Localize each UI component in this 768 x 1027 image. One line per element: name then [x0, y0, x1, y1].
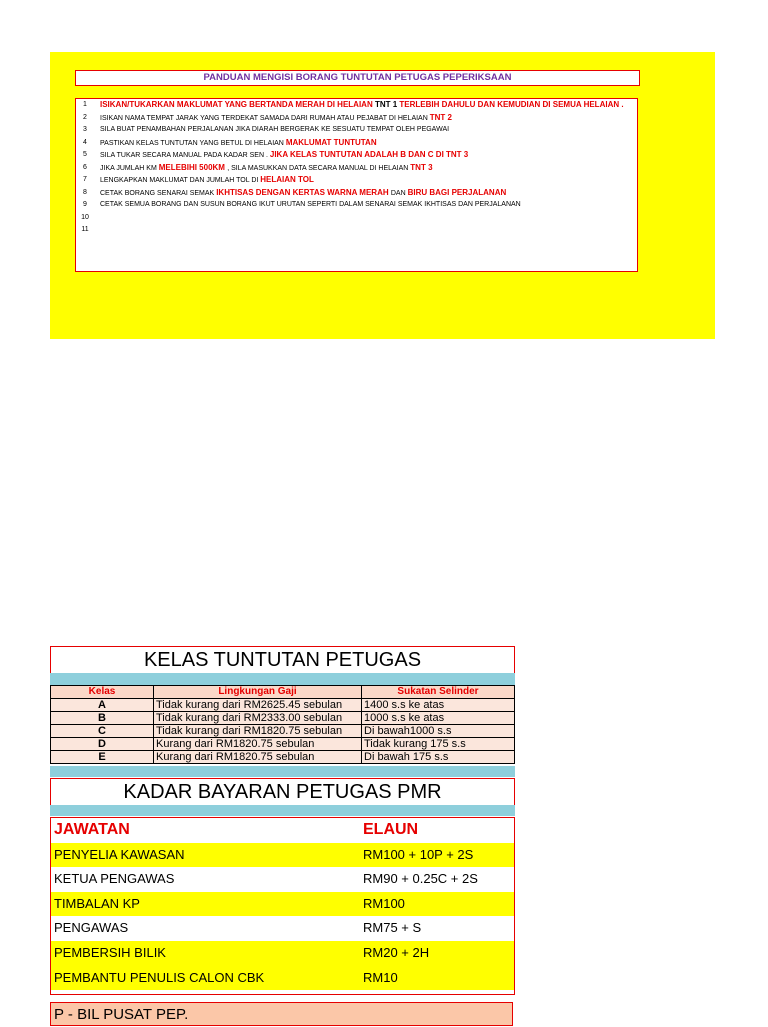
selinder-cell: 1400 s.s ke atas — [362, 699, 515, 712]
gaji-cell: Kurang dari RM1820.75 sebulan — [154, 738, 362, 751]
teal-divider — [50, 805, 515, 816]
step-number: 5 — [83, 151, 87, 158]
kelas-table — [50, 685, 515, 764]
guide-steps-list — [75, 98, 638, 272]
step-text-segment: TERLEBIH DAHULU DAN KEMUDIAN DI SEMUA HELAIAN . — [399, 100, 624, 109]
guide-step — [76, 199, 637, 212]
guide-step — [76, 112, 637, 125]
step-text-segment: BIRU BAGI PERJALANAN — [407, 187, 507, 197]
jawatan-col-header: JAWATAN — [54, 821, 130, 838]
gaji-cell: Tidak kurang dari RM2333.00 sebulan — [154, 712, 362, 725]
guide-step — [76, 187, 637, 200]
kadar-row — [51, 966, 514, 991]
step-text-segment: MAKLUMAT TUNTUTAN — [285, 137, 377, 147]
guide-step — [76, 162, 637, 175]
jawatan-cell: PENYELIA KAWASAN — [54, 846, 185, 862]
gaji-col-header: Lingkungan Gaji — [154, 686, 362, 699]
gaji-cell: Kurang dari RM1820.75 sebulan — [154, 751, 362, 764]
jawatan-cell: KETUA PENGAWAS — [54, 871, 175, 887]
step-text — [94, 149, 468, 162]
step-text — [94, 199, 521, 212]
guide-step — [76, 212, 637, 225]
step-number: 2 — [83, 113, 87, 121]
kelas-cell: B — [51, 712, 154, 725]
table-row — [51, 751, 515, 764]
step-text — [94, 99, 624, 112]
selinder-col-header: Sukatan Selinder — [362, 686, 515, 699]
selinder-cell: Di bawah 175 s.s — [362, 751, 515, 764]
kadar-row — [51, 941, 514, 966]
step-text — [94, 112, 452, 125]
step-text-segment: PASTIKAN KELAS TUNTUTAN YANG BETUL DI HELAIAN — [100, 139, 286, 147]
kadar-section-title: KADAR BAYARAN PETUGAS PMR — [50, 778, 515, 806]
guide-step — [76, 149, 637, 162]
guide-title: PANDUAN MENGISI BORANG TUNTUTAN PETUGAS PEPERIKSAAN — [75, 70, 640, 86]
step-text — [94, 212, 100, 225]
kelas-col-header: Kelas — [51, 686, 154, 699]
step-text-segment: IKHTISAS DENGAN KERTAS WARNA MERAH — [216, 187, 391, 197]
gaji-cell: Tidak kurang dari RM2625.45 sebulan — [154, 699, 362, 712]
guide-panel — [50, 52, 715, 339]
table-row — [51, 712, 515, 725]
step-text-segment: SILA BUAT PENAMBAHAN PERJALANAN JIKA DIARAH BERGERAK KE SESUATU TEMPAT OLEH PEGAWAI — [100, 126, 450, 133]
step-text-segment: MELEBIHI 500KM — [158, 162, 228, 172]
step-text-segment: HELAIAN TOL — [260, 175, 314, 184]
legend-note: P - BIL PUSAT PEP. — [50, 1002, 513, 1026]
kadar-row — [51, 867, 514, 892]
step-text-segment: TNT 3 — [410, 162, 433, 172]
step-number: 4 — [83, 138, 87, 146]
step-number: 6 — [83, 163, 87, 171]
kelas-table-header-row — [51, 686, 515, 699]
teal-divider — [50, 673, 515, 685]
step-text-segment: CETAK SEMUA BORANG DAN SUSUN BORANG IKUT URUTAN SEPERTI DALAM SENARAI SEMAK IKHTISAS DAN PERJALANAN — [100, 201, 521, 208]
step-text — [94, 124, 449, 137]
table-row — [51, 738, 515, 751]
elaun-cell: RM100 — [363, 895, 405, 911]
step-text-segment: JIKA JUMLAH KM — [100, 164, 159, 172]
teal-divider — [50, 766, 515, 777]
step-number: 11 — [81, 226, 89, 233]
step-text-segment: LENGKAPKAN MAKLUMAT DAN JUMLAH TOL DI — [100, 177, 261, 184]
elaun-col-header: ELAUN — [363, 821, 419, 838]
guide-step — [76, 99, 637, 112]
step-number: 10 — [81, 213, 89, 221]
elaun-cell: RM20 + 2H — [363, 945, 430, 960]
kadar-row — [51, 892, 514, 917]
step-text — [94, 162, 433, 175]
guide-step — [76, 124, 637, 137]
selinder-cell: 1000 s.s ke atas — [362, 712, 515, 725]
kadar-table — [50, 817, 515, 995]
step-number: 8 — [83, 188, 87, 196]
elaun-cell: RM90 + 0.25C + 2S — [363, 871, 478, 887]
jawatan-cell: TIMBALAN KP — [54, 895, 140, 911]
step-text-segment: SILA TUKAR SECARA MANUAL PADA KADAR SEN . — [100, 152, 270, 159]
kelas-cell: E — [51, 751, 154, 764]
kadar-row — [51, 843, 514, 868]
jawatan-cell: PENGAWAS — [54, 920, 129, 936]
kadar-row — [51, 916, 514, 941]
elaun-cell: RM100 + 10P + 2S — [363, 846, 474, 862]
kadar-header-row — [51, 818, 514, 843]
elaun-cell: RM75 + S — [363, 920, 422, 936]
kelas-cell: C — [51, 725, 154, 738]
step-text — [94, 137, 377, 150]
table-row — [51, 725, 515, 738]
table-row — [51, 699, 515, 712]
step-text — [94, 187, 506, 200]
selinder-cell: Di bawah1000 s.s — [362, 725, 515, 738]
gaji-cell: Tidak kurang dari RM1820.75 sebulan — [154, 725, 362, 738]
elaun-cell: RM10 — [363, 969, 398, 985]
step-text-segment: CETAK BORANG SENARAI SEMAK — [100, 189, 217, 197]
kelas-section-title: KELAS TUNTUTAN PETUGAS — [50, 646, 515, 674]
step-text-segment: , SILA MASUKKAN DATA SECARA MANUAL DI HELAIAN — [227, 164, 411, 172]
selinder-cell: Tidak kurang 175 s.s — [362, 738, 515, 751]
guide-step — [76, 224, 637, 237]
step-number: 9 — [83, 201, 87, 208]
jawatan-cell: PEMBANTU PENULIS CALON CBK — [54, 969, 265, 985]
step-text-segment: JIKA KELAS TUNTUTAN ADALAH B DAN C DI TNT 3 — [269, 150, 469, 159]
kelas-cell: A — [51, 699, 154, 712]
guide-step — [76, 174, 637, 187]
step-text-segment: TNT 2 — [429, 112, 452, 122]
step-text — [94, 224, 100, 237]
step-text-segment: DAN — [390, 189, 408, 197]
kelas-cell: D — [51, 738, 154, 751]
step-text-segment: ISIKAN/TUKARKAN MAKLUMAT YANG BERTANDA MERAH DI HELAIAN — [100, 100, 375, 109]
step-number: 3 — [83, 126, 87, 133]
step-text — [94, 174, 314, 187]
jawatan-cell: PEMBERSIH BILIK — [54, 945, 166, 960]
guide-step — [76, 137, 637, 150]
step-text-segment: TNT 1 — [374, 100, 400, 109]
step-number: 7 — [83, 176, 87, 183]
step-number: 1 — [83, 101, 87, 108]
step-text-segment: ISIKAN NAMA TEMPAT JARAK YANG TERDEKAT SAMADA DARI RUMAH ATAU PEJABAT DI HELAIAN — [100, 114, 430, 122]
